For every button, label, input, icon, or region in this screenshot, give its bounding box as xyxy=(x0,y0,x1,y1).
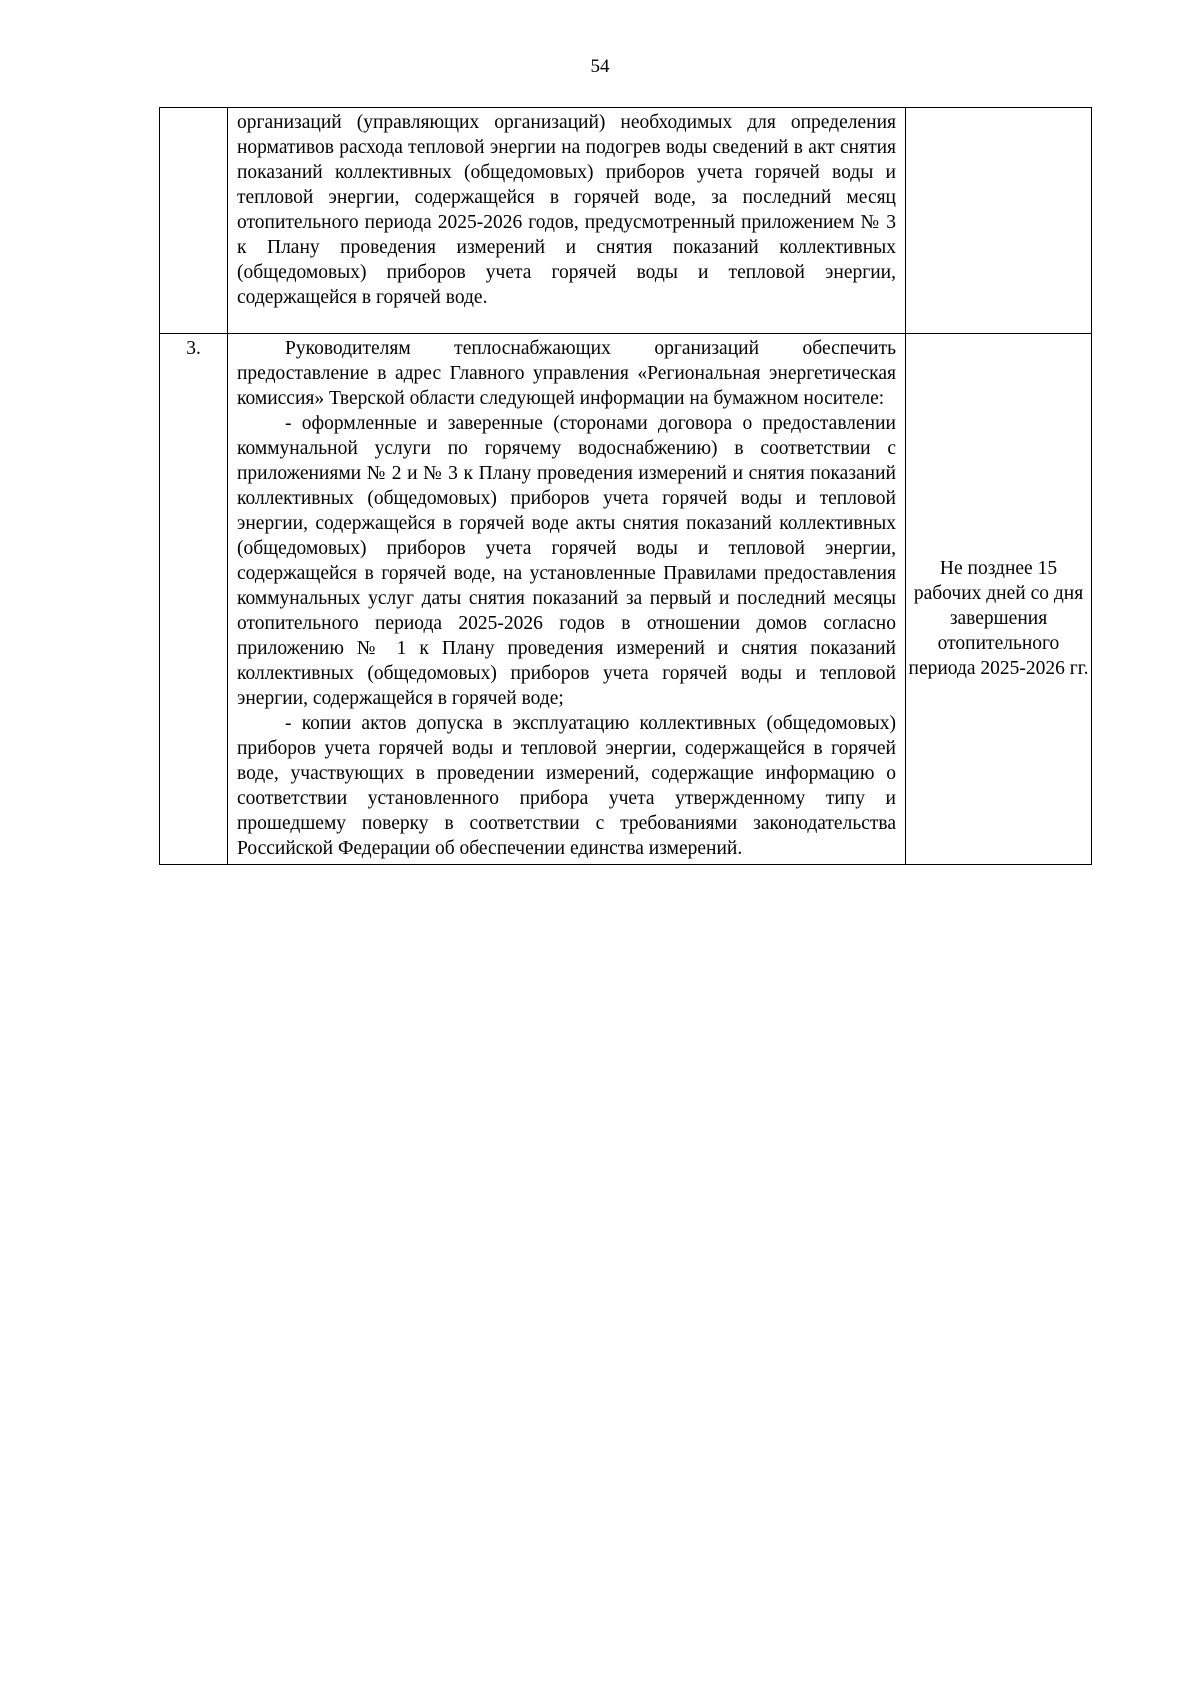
row-number: 3. xyxy=(186,338,201,359)
deadline-text: Не позднее 15 рабочих дней со дня завершения отопительного периода 2025-2026 гг. xyxy=(908,558,1089,679)
deadline-cell xyxy=(906,108,1092,334)
page-number: 54 xyxy=(590,56,610,77)
table-row xyxy=(160,334,1092,865)
measure-text-cell xyxy=(228,334,906,865)
measure-paragraph: - оформленные и заверенные (сторонами договора о предоставлении коммунальной услуги по горячему водоснабжению) в соответствии с приложениями № 2 и № 3 к Плану проведения измерений и снятия показаний коллективных (общедомовых) приборов учета горячей воды и тепловой энергии, содержащейся в горячей воде акты снятия показаний коллективных (общедомовых) приборов учета горячей воды и тепловой энергии, содержащейся в горячей воде, на установленные Правилами предоставления коммунальных услуг даты снятия показаний за первый и последний месяцы отопительного периода 2025-2026 годов в отношении домов согласно приложению № 1 к Плану проведения измерений и снятия показаний коллективных (общедомовых) приборов учета горячей воды и тепловой энергии, содержащейся в горячей воде; xyxy=(237,413,896,709)
measure-text-cell xyxy=(228,108,906,334)
row-number xyxy=(160,108,227,110)
measure-paragraph: Руководителям теплоснабжающих организаций обеспечить предоставление в адрес Главного управления «Региональная энергетическая комиссия» Тверской области следующей информации на бумажном носителе: xyxy=(237,338,896,409)
measures-table xyxy=(159,107,1092,865)
measure-paragraph: организаций (управляющих организаций) необходимых для определения нормативов расхода тепловой энергии на подогрев воды сведений в акт снятия показаний коллективных (общедомовых) приборов учета горячей воды и тепловой энергии, содержащейся в горячей воде, за последний месяц отопительного периода 2025-2026 годов, предусмотренный приложением № 3 к Плану проведения измерений и снятия показаний коллективных (общедомовых) приборов учета горячей воды и тепловой энергии, содержащейся в горячей воде. xyxy=(237,112,896,308)
table-row xyxy=(160,108,1092,334)
row-number-cell xyxy=(160,108,228,334)
row-number-cell xyxy=(160,334,228,865)
deadline-cell xyxy=(906,334,1092,865)
measure-paragraph: - копии актов допуска в эксплуатацию коллективных (общедомовых) приборов учета горячей воды и тепловой энергии, содержащейся в горячей воде, участвующих в проведении измерений, содержащие информацию о соответствии установленного прибора учета утвержденному типу и прошедшему поверку в соответствии с требованиями законодательства Российской Федерации об обеспечении единства измерений. xyxy=(237,713,896,859)
